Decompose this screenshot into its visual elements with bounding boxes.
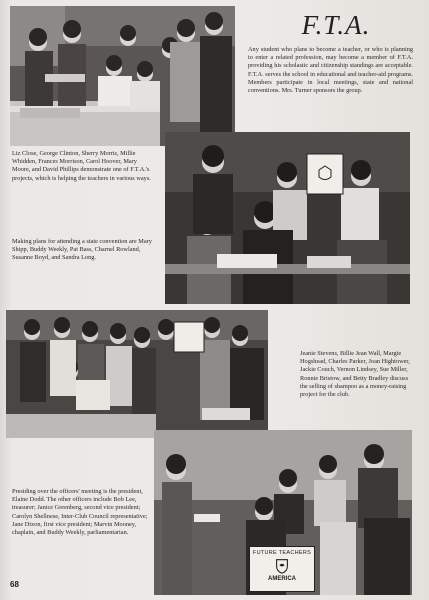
- caption-state-convention: Making plans for attending a state convention are Mary Shipp, Buddy Weekly, Pat Bass, Charnel Rowland, Susanne Boyd, and Sandra Long.: [12, 238, 152, 262]
- photo-teacher-helpers: [10, 6, 235, 146]
- caption-officers-meeting: Presiding over the officers' meeting is the president, Elaine Dodd. The other officers include Bob Lee, treasurer; Janice Greenberg, second vice president; Carolyn Shellnese, Inter-Club Council representative; Jane Dixon, first vice president; Marvin Mooney, chaplain, and Buddy Weekly, parliamentarian.: [12, 488, 148, 537]
- fta-sign: [249, 546, 315, 592]
- intro-paragraph: Any student who plans to become a teacher, or who is planning to enter a related profession, may become a member of F.T.A. providing his scholastic and citizenship standings are acceptable. F.T.A. serves the school in educational and teacher-aid programs. Members participate in local meetings, state and national conventions. Mrs. Turner sponsors the group.: [248, 46, 413, 95]
- photo-state-convention: [165, 132, 410, 304]
- sign-line-1: FUTURE TEACHERS: [252, 550, 312, 556]
- page-number: 68: [10, 580, 19, 589]
- photo-shampoo-project: [6, 310, 268, 438]
- caption-shampoo-project: Jeanie Stevens, Billie Jean Wall, Margie Hogshead, Charles Parker, Joan Hightower, Jackie Couch, Vernon Lindsey, Sue Miller, Ronnie Bristow, and Betty Bradley discuss the selling of shampoo as a money-raising project for the club.: [300, 350, 410, 399]
- page-title: F.T.A.: [301, 10, 371, 40]
- lamp-shield-icon: [250, 557, 314, 575]
- caption-teacher-helpers: Liz Close, George Clinton, Sherry Morris, Millie Whidden, Frances Morrison, Carol Hoover, Mary Moore, and David Phillips demonstrate one of F.T.A.'s projects, which is helping the teachers in various ways.: [12, 150, 151, 182]
- sign-line-2: AMERICA: [268, 576, 296, 582]
